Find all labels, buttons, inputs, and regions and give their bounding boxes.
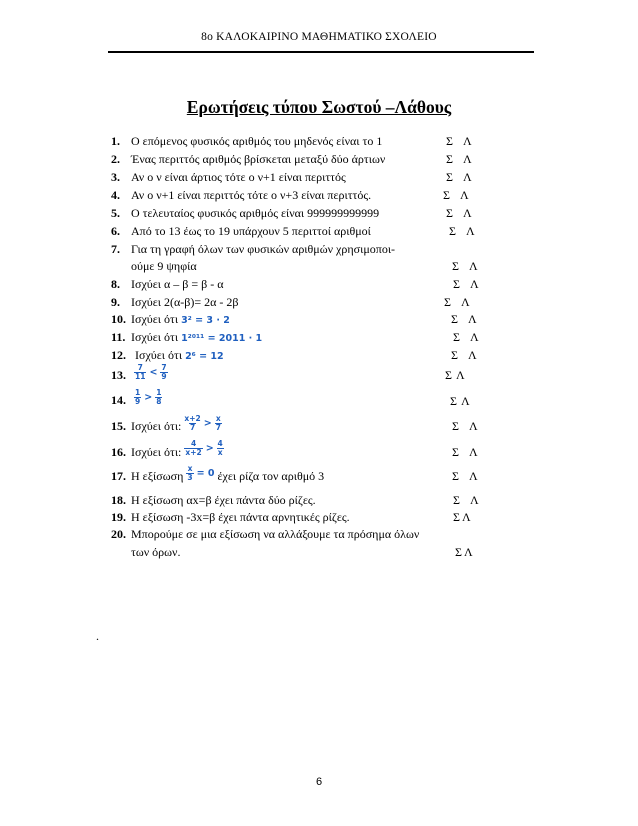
answer-options[interactable] (451, 312, 477, 327)
answer-true[interactable]: Σ (446, 206, 453, 220)
math-expression: 2⁶ = 12 (185, 350, 224, 362)
question-number: 12. (111, 348, 126, 362)
question-text: Από το 13 έως το 19 υπάρχουν 5 περιττοί αριθμοί (131, 224, 371, 238)
answer-options[interactable] (453, 330, 479, 345)
question-number: 11. (111, 330, 126, 344)
question-math: $\frac{7}{11}$ < $\frac{7}{9}$ (135, 363, 167, 381)
question-number: 16. (111, 445, 126, 459)
answer-options[interactable] (453, 510, 471, 525)
page-number: 6 (315, 776, 323, 788)
question-number: 9. (111, 295, 120, 309)
math-expression: 3² = 3 · 2 (181, 314, 230, 326)
answer-options[interactable] (446, 134, 472, 149)
answer-true[interactable]: Σ (453, 330, 460, 344)
answer-options[interactable] (453, 493, 479, 508)
fraction: $\frac{4}{x}$ (217, 439, 223, 457)
question-number: 1. (111, 134, 120, 148)
math-expression: 1²⁰¹¹ = 2011 · 1 (181, 332, 263, 344)
answer-true[interactable]: Σ (451, 312, 458, 326)
question-number: 2. (111, 152, 120, 166)
question-number: 8. (111, 277, 120, 291)
answer-options[interactable] (446, 206, 472, 221)
question-text: Η εξίσωση αx=β έχει πάντα δύο ρίζες. (131, 493, 316, 507)
question-text: Ισχύει ότι 2⁶ = 12 (135, 348, 224, 362)
question-text: Ισχύει ότι 1²⁰¹¹ = 2011 · 1 (131, 330, 263, 344)
answer-false[interactable]: Λ (462, 152, 472, 166)
fraction: $\frac{x}{7}$ (215, 414, 221, 432)
question-number: 5. (111, 206, 120, 220)
question-text: Ισχύει ότι: $\frac{4}{x+2}$ > $\frac{4}{x}$ (131, 439, 223, 460)
question-math: $\frac{1}{9}$ > $\frac{1}{8}$ (135, 388, 162, 406)
answer-true[interactable]: Σ (445, 368, 452, 382)
question-number: 19. (111, 510, 126, 524)
answer-false[interactable]: Λ (462, 206, 472, 220)
answer-false[interactable]: Λ (455, 368, 465, 382)
answer-true[interactable]: Σ (452, 445, 459, 459)
question-number: 15. (111, 419, 126, 433)
header-divider (108, 51, 534, 53)
question-text: Ισχύει ότι: $\frac{x+2}{7}$ > $\frac{x}{7}$ (131, 414, 221, 434)
stray-dot: . (96, 629, 99, 643)
question-text: Αν ο ν+1 είναι περιττός τότε ο ν+3 είναι περιττός. (131, 188, 372, 202)
answer-false[interactable]: Λ (467, 312, 477, 326)
header-title: 8ο ΚΑΛΟΚΑΙΡΙΝΟ ΜΑΘΗΜΑΤΙΚΟ ΣΧΟΛΕΙΟ (201, 31, 437, 43)
answer-true[interactable]: Σ (452, 469, 459, 483)
question-text: Η εξίσωση -3x=β έχει πάντα αρνητικές ρίζες. (131, 510, 350, 524)
answer-false[interactable]: Λ (465, 224, 475, 238)
answer-false[interactable]: Λ (467, 348, 477, 362)
answer-options[interactable] (443, 188, 469, 203)
fraction: $\frac{4}{x+2}$ (185, 439, 202, 457)
question-text: Ισχύει α – β = β - α (131, 277, 224, 291)
question-number: 6. (111, 224, 120, 238)
answer-true[interactable]: Σ (455, 545, 462, 559)
question-text: Ισχύει ότι 3² = 3 · 2 (131, 312, 230, 326)
fraction: $\frac{1}{8}$ (156, 388, 162, 406)
answer-true[interactable]: Σ (451, 348, 458, 362)
question-text: ούμε 9 ψηφία (131, 259, 197, 273)
question-number: 3. (111, 170, 120, 184)
answer-options[interactable] (445, 368, 465, 383)
answer-options[interactable] (450, 394, 470, 409)
answer-false[interactable]: Λ (460, 295, 470, 309)
answer-false[interactable]: Λ (460, 394, 470, 408)
question-number: 10. (111, 312, 126, 326)
answer-options[interactable] (444, 295, 470, 310)
answer-true[interactable]: Σ (452, 419, 459, 433)
answer-false[interactable]: Λ (469, 277, 479, 291)
answer-true[interactable]: Σ (444, 295, 451, 309)
question-number: 17. (111, 469, 126, 483)
question-number: 14. (111, 393, 126, 407)
answer-options[interactable] (452, 469, 478, 484)
answer-options[interactable] (452, 445, 478, 460)
question-number: 4. (111, 188, 120, 202)
question-text: Ένας περιττός αριθμός βρίσκεται μεταξύ δύο άρτιων (131, 152, 386, 166)
question-text: Για τη γραφή όλων των φυσικών αριθμών χρησιμοποι- (131, 242, 396, 256)
answer-options[interactable] (449, 224, 475, 239)
answer-true[interactable]: Σ (449, 224, 456, 238)
question-text: των όρων. (131, 545, 181, 559)
page-title: Ερωτήσεις τύπου Σωστού –Λάθους (186, 97, 452, 117)
question-text: Ο επόμενος φυσικός αριθμός του μηδενός είναι το 1 (131, 134, 383, 148)
answer-false[interactable]: Λ (468, 445, 478, 459)
question-number: 18. (111, 493, 126, 507)
answer-options[interactable] (452, 419, 478, 434)
answer-false[interactable]: Λ (469, 330, 479, 344)
answer-true[interactable]: Σ (450, 394, 457, 408)
answer-false[interactable]: Λ (468, 469, 478, 483)
answer-true[interactable]: Σ (453, 277, 460, 291)
answer-options[interactable] (452, 259, 478, 274)
question-text: Μπορούμε σε μια εξίσωση να αλλάξουμε τα πρόσημα όλων (131, 527, 420, 541)
answer-true[interactable]: Σ (452, 259, 459, 273)
fraction: $\frac{7}{11}$ (135, 363, 146, 381)
fraction: $\frac{7}{9}$ (161, 363, 167, 381)
answer-true[interactable]: Σ (453, 510, 460, 524)
question-text: Αν ο ν είναι άρτιος τότε ο ν+1 είναι περιττός (131, 170, 346, 184)
answer-true[interactable]: Σ (446, 134, 453, 148)
question-text: Ισχύει 2(α-β)= 2α - 2β (131, 295, 239, 309)
answer-options[interactable] (446, 152, 472, 167)
fraction: $\frac{x+2}{7}$ (184, 414, 201, 432)
answer-true[interactable]: Σ (443, 188, 450, 202)
answer-false[interactable]: Λ (463, 545, 473, 559)
answer-true[interactable]: Σ (446, 152, 453, 166)
fraction: $\frac{1}{9}$ (135, 388, 141, 406)
answer-options[interactable] (453, 277, 479, 292)
question-number: 20. (111, 527, 126, 541)
answer-false[interactable]: Λ (462, 170, 472, 184)
answer-false[interactable]: Λ (459, 188, 469, 202)
question-number: 7. (111, 242, 120, 256)
answer-options[interactable] (451, 348, 477, 363)
answer-false[interactable]: Λ (468, 419, 478, 433)
answer-false[interactable]: Λ (469, 493, 479, 507)
answer-false[interactable]: Λ (461, 510, 471, 524)
question-text: Η εξίσωση $\frac{x}{3}$ = 0 έχει ρίζα τον αριθμό 3 (131, 464, 325, 484)
answer-true[interactable]: Σ (453, 493, 460, 507)
answer-false[interactable]: Λ (468, 259, 478, 273)
answer-false[interactable]: Λ (462, 134, 472, 148)
answer-options[interactable] (446, 170, 472, 185)
answer-true[interactable]: Σ (446, 170, 453, 184)
answer-options[interactable] (455, 545, 473, 560)
question-text: Ο τελευταίος φυσικός αριθμός είναι 999999999999 (131, 206, 380, 220)
question-number: 13. (111, 368, 126, 382)
fraction: $\frac{x}{3}$ (187, 464, 193, 482)
